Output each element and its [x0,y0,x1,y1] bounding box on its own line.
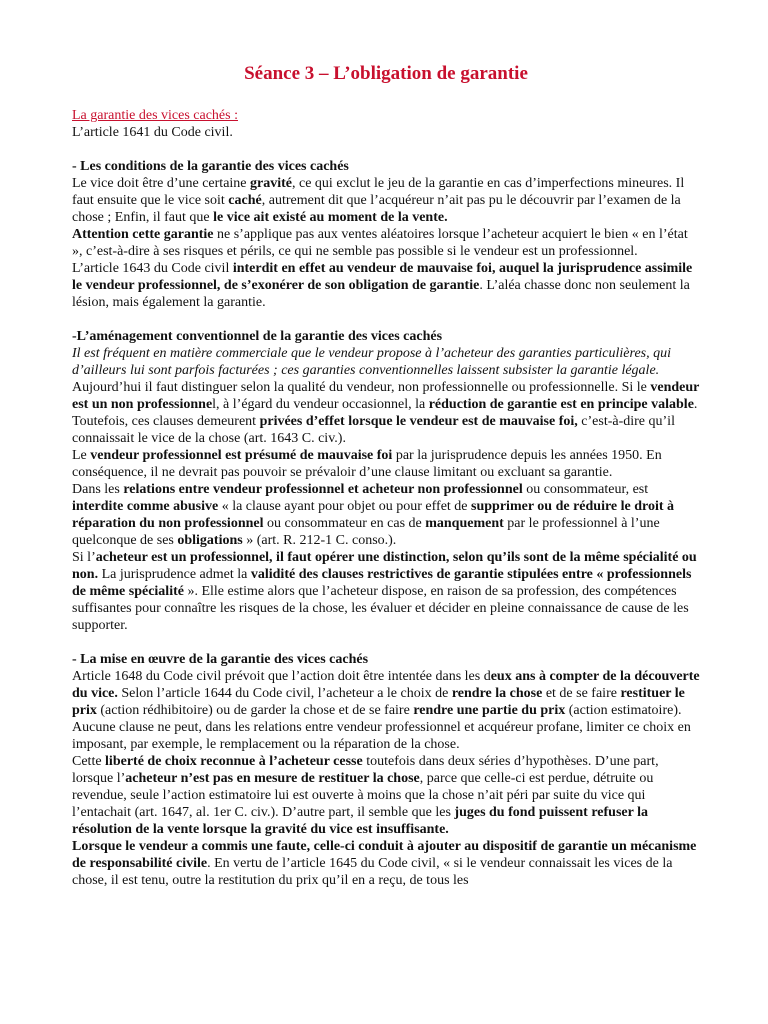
paragraph-amenagement-1: Aujourd’hui il faut distinguer selon la qualité du vendeur, non professionnelle ou professionnelle. Si le vendeur est un non professionnel, à l’égard du vendeur occasionnel, la réduction de garantie est en principe valable. Toutefois, ces clauses demeurent privées d’effet lorsque le vendeur est de mauvaise foi, c’est-à-dire qu’il connaissait le vice de la chose (art. 1643 C. civ.). [72,380,700,446]
heading-amenagement: -L’aménagement conventionnel de la garantie des vices cachés [72,329,443,344]
paragraph-mise-en-oeuvre-2: Aucune clause ne peut, dans les relations entre vendeur professionnel et acquéreur profane, limiter ce choix en imposant, par exemple, le remplacement ou la réparation de la chose. [72,720,691,752]
paragraph-mise-en-oeuvre-1: Article 1648 du Code civil prévoit que l’action doit être intentée dans les deux ans à compter de la découverte du vice. Selon l’article 1644 du Code civil, l’acheteur a le choix de rendre la chose et de se faire restituer le prix (action rédhibitoire) ou de garder la chose et de se faire rendre une partie du prix (action estimatoire). [72,669,700,718]
paragraph-amenagement-2: Le vendeur professionnel est présumé de mauvaise foi par la jurisprudence depuis les années 1950. En conséquence, il ne devrait pas pouvoir se prévaloir d’une clause limitant ou excluant sa garantie. [72,448,662,480]
italic-note: Il est fréquent en matière commerciale que le vendeur propose à l’acheteur des garanties particulières, qui d’ailleurs lui sont parfois facturées ; ces garanties conventionnelles laissent subsister la garantie légale. [72,346,671,378]
paragraph-conditions-3: L’article 1643 du Code civil interdit en effet au vendeur de mauvaise foi, auquel la jurisprudence assimile le vendeur professionnel, de s’exonérer de son obligation de garantie. L’aléa chasse donc non seulement la lésion, mais également la garantie. [72,261,693,310]
paragraph-conditions-1: Le vice doit être d’une certaine gravité, ce qui exclut le jeu de la garantie en cas d’imperfections mineures. Il faut ensuite que le vice soit caché, autrement dit que l’acquéreur n’ait pas pu le découvrir par l’examen de la chose ; Enfin, il faut que le vice ait existé au moment de la vente. [72,176,685,225]
heading-mise-en-oeuvre: - La mise en œuvre de la garantie des vices cachés [72,652,369,667]
paragraph-amenagement-3: Dans les relations entre vendeur professionnel et acheteur non professionnel ou consommateur, est interdite comme abusive « la clause ayant pour objet ou pour effet de supprimer ou de réduire le droit à réparation du non professionnel ou consommateur en cas de manquement par le professionnel à l’une quelconque de ses obligations » (art. R. 212-1 C. conso.). [72,482,675,548]
document-page [72,62,700,889]
heading-conditions: - Les conditions de la garantie des vices cachés [72,159,349,174]
article-reference: L’article 1641 du Code civil. [72,125,233,140]
paragraph-mise-en-oeuvre-3: Cette liberté de choix reconnue à l’acheteur cesse toutefois dans deux séries d’hypothèses. D’une part, lorsque l’acheteur n’est pas en mesure de restituer la chose, parce que celle-ci est perdue, détruite ou revendue, seule l’action estimatoire lui est ouverte à moins que la chose n’ait péri par suite du vice qui l’entachait (art. 1647, al. 1er C. civ.). D’autre part, il semble que les juges du fond puissent refuser la résolution de la vente lorsque la gravité du vice est insuffisante. [72,754,659,837]
paragraph-conditions-2: Attention cette garantie ne s’applique pas aux ventes aléatoires lorsque l’acheteur acquiert le bien « en l’état », c’est-à-dire à ses risques et périls, ce qui ne semble pas possible si le vendeur est un professionnel. [72,227,688,259]
section-heading-vices-caches: La garantie des vices cachés : [72,108,238,123]
page-title: Séance 3 – L’obligation de garantie [244,63,528,84]
paragraph-amenagement-4: Si l’acheteur est un professionnel, il faut opérer une distinction, selon qu’ils sont de la même spécialité ou non. La jurisprudence admet la validité des clauses restrictives de garantie stipulées entre « professionnels de même spécialité ». Elle estime alors que l’acheteur dispose, en raison de sa profession, des compétences suffisantes pour connaître les risques de la chose, les évaluer et décider en pleine connaissance de cause de les supporter. [72,550,697,633]
paragraph-mise-en-oeuvre-4: Lorsque le vendeur a commis une faute, celle-ci conduit à ajouter au dispositif de garantie un mécanisme de responsabilité civile. En vertu de l’article 1645 du Code civil, « si le vendeur connaissait les vices de la chose, il est tenu, outre la restitution du prix qu’il en a reçu, de tous les [72,839,697,888]
